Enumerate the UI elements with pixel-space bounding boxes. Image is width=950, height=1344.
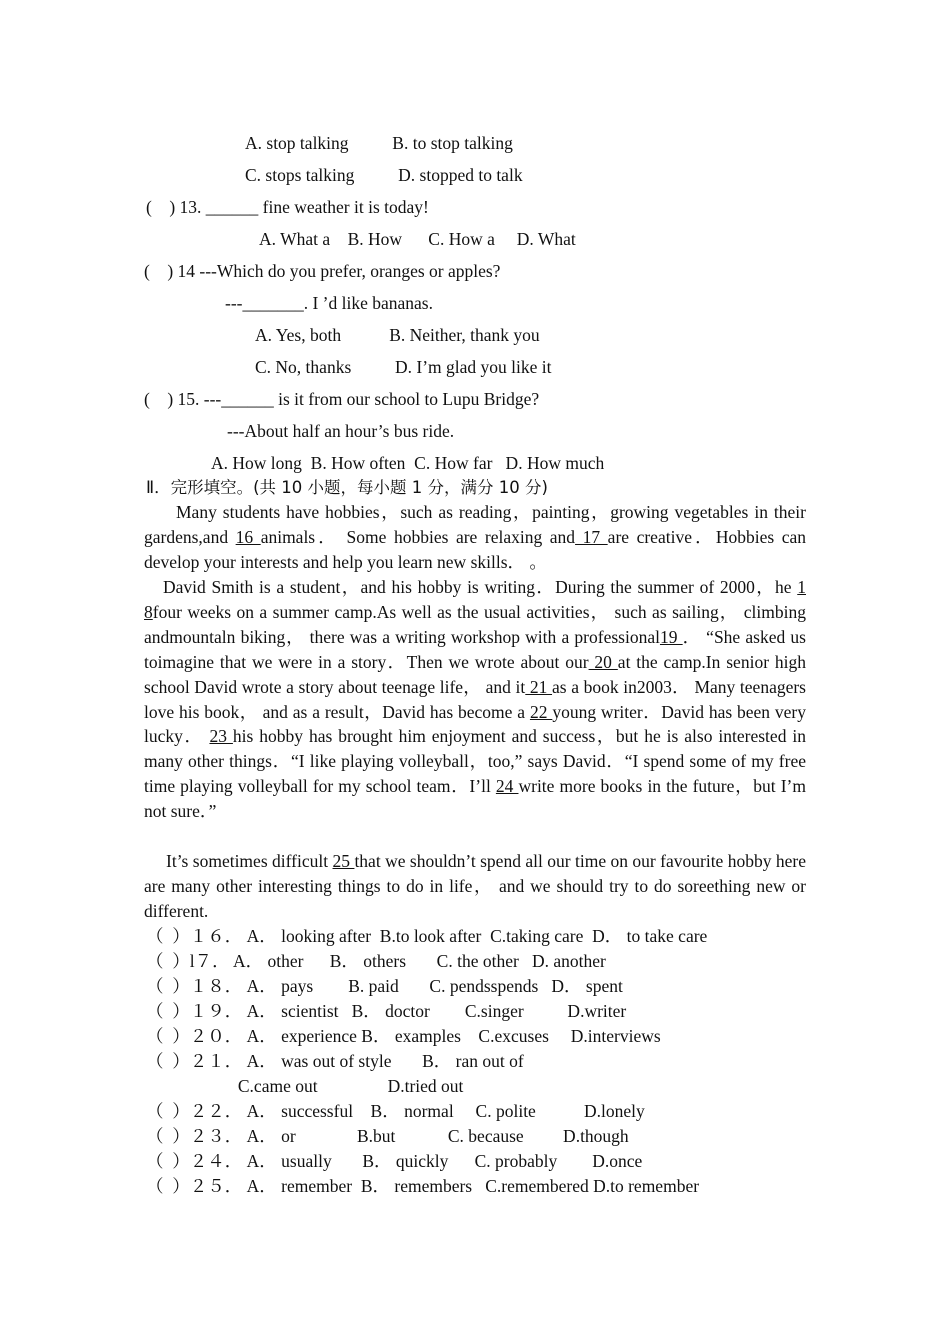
option-line-22: （ ）２２． A． successful B． normal C. polite D.lonely — [146, 1101, 645, 1121]
option-line-17: （ ）l７． A． other B． others C. the other D. another — [146, 951, 606, 971]
q13-stem: ( ) 13. ______ fine weather it is today! — [146, 197, 429, 217]
passage-text: at the camp.In senior high school David wrote a story about teenage life， and it — [144, 651, 806, 697]
blank-23: 23 — [209, 726, 233, 747]
option-line-21: （ ）２１． A． was out of style B． ran out of — [146, 1051, 524, 1071]
passage-text: It’s sometimes difficult — [166, 851, 333, 871]
option-line-20: （ ）２０． A． experience B． examples C.excuses D.interviews — [146, 1026, 661, 1046]
blank-19: 19 — [659, 626, 683, 647]
passage-paragraph-2 — [144, 575, 806, 824]
q14-options-line-2: C. No, thanks D. I’m glad you like it — [255, 357, 552, 377]
blank-16: 16 — [235, 526, 261, 547]
q14-reply: ---_______. I ’d like bananas. — [225, 293, 433, 313]
passage-text: that we shouldn’t spend all our time on our favourite hobby here are many other interesting things to do in life， and we should try to do soreething new or different. — [144, 851, 807, 921]
blank-21: 21 — [525, 676, 553, 697]
option-line-21-cont: C.came out D.tried out — [146, 1076, 464, 1096]
q12-options-line-2: C. stops talking D. stopped to talk — [245, 165, 523, 185]
passage-text: as a book in2003． Many teenagers love his book， and as a result，David has become a — [144, 676, 806, 722]
passage-text: are creative．Hobbies can develop your interests and help you learn new skills． 。 — [144, 526, 806, 572]
q14-stem: ( ) 14 ---Which do you prefer, oranges or apples? — [144, 261, 501, 281]
option-line-24: （ ）２４． A． usually B． quickly C. probably D.once — [146, 1151, 643, 1171]
option-line-18: （ ）１８． A． pays B. paid C. pendsspends D． spent — [146, 976, 623, 996]
passage-text: ． “She asked us toimagine that we were in a story．Then we wrote about our — [144, 626, 806, 672]
q14-options-line-1: A. Yes, both B. Neither, thank you — [255, 325, 540, 345]
option-line-19: （ ）１９． A． scientist B． doctor C.singer D.writer — [146, 1001, 627, 1021]
option-line-25: （ ）２５． A． remember B． remembers C.remembered D.to remember — [146, 1176, 700, 1196]
section-title: Ⅱ．完形填空。(共 10 小题，每小题 1 分，满分 10 分) — [146, 478, 548, 497]
passage-paragraph-3 — [144, 849, 806, 924]
blank-17: 17 — [575, 526, 608, 547]
passage-text: David Smith is a student，and his hobby is writing．During the summer of 2000，he — [163, 577, 798, 597]
passage-text: write more books in the future，but I’m not sure．” — [144, 776, 806, 822]
q15-stem: ( ) 15. ---______ is it from our school to Lupu Bridge? — [144, 389, 540, 409]
blank-25: 25 — [332, 851, 355, 871]
passage-text: four weeks on a summer camp.As well as the usual activities， such as sailing， climbing andmountaln biking， there was a writing workshop with a professional — [144, 601, 806, 647]
q12-options-line-1: A. stop talking B. to stop talking — [245, 133, 513, 153]
option-line-16: （ ）１６． A． looking after B.to look after C.taking care D． to take care — [146, 926, 708, 946]
blank-24: 24 — [495, 776, 519, 797]
passage-text: Many students have hobbies，such as reading，painting，growing vegetables in their gardens,and — [144, 502, 806, 547]
passage-text: his hobby has brought him enjoyment and success，but he is also interested in many other things．“I like playing volleyball，too,” says David．“I spend some of my free time playing volleyball for my school team．I’ll — [144, 726, 806, 797]
blank-18: 1 8 — [144, 577, 806, 622]
passage-text: animals． Some hobbies are relaxing and — [260, 526, 576, 547]
q13-options: A. What a B. How C. How a D. What — [259, 229, 576, 249]
passage-text: young writer．David has been very lucky． — [144, 701, 807, 747]
blank-20: 20 — [588, 651, 618, 672]
q15-reply: ---About half an hour’s bus ride. — [227, 421, 455, 441]
option-line-23: （ ）２３． A． or B.but C. because D.though — [146, 1126, 629, 1146]
blank-22: 22 — [529, 701, 553, 722]
q15-options: A. How long B. How often C. How far D. How much — [211, 453, 605, 473]
passage-paragraph-1 — [144, 500, 806, 575]
